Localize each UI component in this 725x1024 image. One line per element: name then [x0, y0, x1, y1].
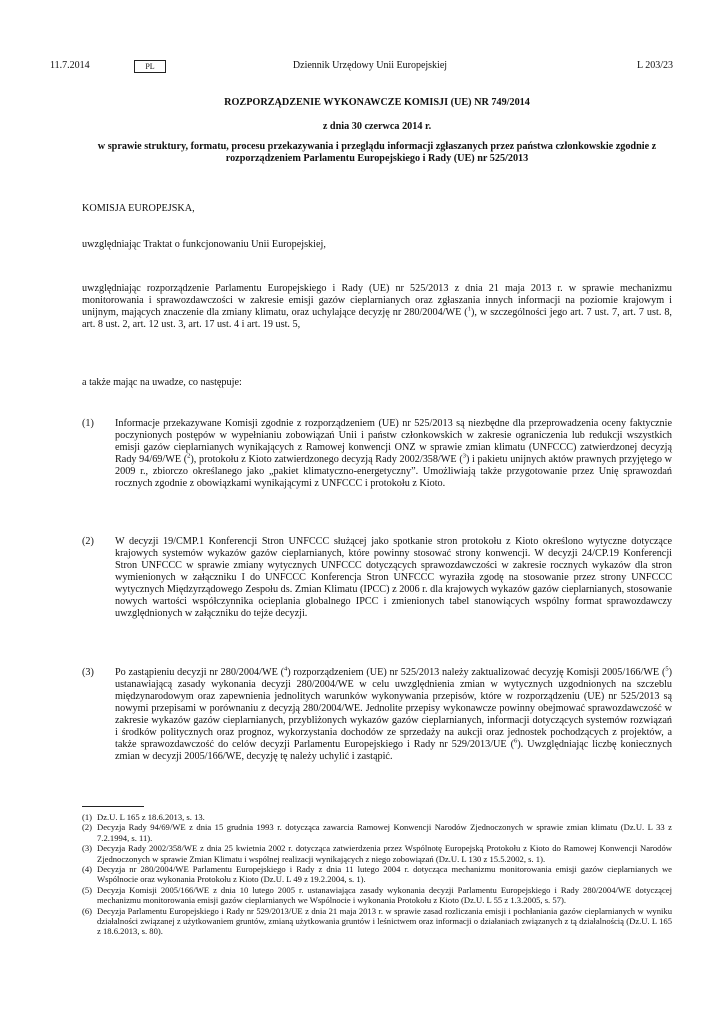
footnote-text: Decyzja Rady 2002/358/WE z dnia 25 kwietnia 2002 r. dotycząca zatwierdzenia przez Wspólnotę Europejską Protokołu z Kioto do Ramowej Konwencji Narodów Zjednoczonych w sprawie Zmian Klimatu i wspólnej realizacji wynikających z niego zobowiązań (Dz.U. L 130 z 15.5.2002, s. 1). [97, 843, 672, 864]
footnote-mark: (4) [82, 864, 93, 875]
footnote-mark: (2) [82, 822, 93, 833]
footnote-ref[interactable]: 3 [462, 452, 466, 460]
footnote-item [82, 885, 672, 906]
footnote-ref[interactable]: 5 [665, 665, 669, 673]
footnote-divider [82, 806, 144, 807]
footnote-mark: (3) [82, 843, 93, 854]
footnote-mark: (6) [82, 905, 93, 916]
preamble-whereas: a także mając na uwadze, co następuje: [82, 377, 242, 388]
footnote-ref[interactable]: 1 [467, 305, 471, 313]
regulation-title: ROZPORZĄDZENIE WYKONAWCZE KOMISJI (UE) NR 749/2014 [224, 97, 530, 108]
footnote-ref[interactable]: 4 [283, 665, 288, 673]
footnote-mark: (1) [82, 812, 93, 822]
journal-title: Dziennik Urzędowy Unii Europejskiej [292, 60, 448, 71]
footnotes [82, 812, 672, 937]
recital-number: (1) [82, 418, 94, 429]
footnote-item [82, 843, 672, 864]
footnote-ref[interactable]: 2 [187, 452, 191, 460]
footnote-text: Decyzja Rady 94/69/WE z dnia 15 grudnia 1993 r. dotycząca zawarcia Ramowej Konwencji Narodów Zjednoczonych w sprawie zmian klimatu (Dz.U. L 33 z 7.2.1994, s. 11). [97, 822, 672, 843]
footnote-text: Decyzja Parlamentu Europejskiego i Rady nr 529/2013/UE z dnia 21 maja 2013 r. w sprawie zasad rozliczania emisji i pochłaniania gazów cieplarnianych w wyniku działalności związanej z użytkowaniem gruntów, zmianą użytkowania gruntów i leśnictwem oraz informacji o działaniach związanych z tą działalnością (Dz.U. L 165 z 18.6.2013, s. 80). [97, 905, 672, 937]
regulation-subject: w sprawie struktury, formatu, procesu przekazywania i przeglądu informacji zgłaszanych przez państwa członkowskie zgodnie z rozporządzeniem Parlamentu Europejskiego i Rady (UE) nr 525/2013 [97, 141, 657, 164]
footnote-ref[interactable]: 6 [514, 737, 518, 745]
footnote-text: Decyzja Komisji 2005/166/WE z dnia 10 lutego 2005 r. ustanawiająca zasady wykonania decyzji Parlamentu Europejskiego i Rady 280/2004/WE dotyczącej mechanizmu monitorowania emisji gazów cieplarnianych we Wspólnocie i wykonania Protokołu z Kioto (Dz.U. L 55 z 1.3.2005, s. 57). [97, 884, 672, 906]
recital-number: (3) [82, 667, 94, 678]
footnote-item [82, 812, 672, 822]
language-badge: PL [134, 60, 166, 73]
footnote-mark: (5) [82, 884, 93, 895]
recital-number: (2) [82, 536, 94, 547]
footnote-text: Dz.U. L 165 z 18.6.2013, s. 13. [97, 812, 205, 822]
footnote-text: Decyzja nr 280/2004/WE Parlamentu Europejskiego i Rady z dnia 11 lutego 2004 r. dotycząca mechanizmu monitorowania emisji gazów cieplarnianych we Wspólnocie oraz wykonania Protokołu z Kioto (Dz.U. L 49 z 19.2.2004, s. 1). [97, 864, 672, 885]
preamble-institution: KOMISJA EUROPEJSKA, [82, 203, 195, 214]
page-reference: L 203/23 [636, 60, 673, 71]
footnote-item [82, 822, 672, 843]
footnote-item [82, 906, 672, 937]
preamble-citation-regulation: uwzględniając rozporządzenie Parlamentu Europejskiego i Rady (UE) nr 525/2013 z dnia 21 maja 2013 r. w sprawie mechanizmu monitorowania i sprawozdawczości w zakresie emisji gazów cieplarnianych oraz zgłaszania innych informacji na poziomie krajowym i unijnym, mających znaczenie dla zmiany klimatu, oraz uchylające decyzję nr 280/2004/WE ($^1$), w szczególności jego art. 7 ust. 7, art. 7 ust. 8, art. 8 ust. 2, art. 12 ust. 3, art. 17 ust. 4 i art. 19 ust. 5, [82, 283, 672, 330]
footnote-item [82, 864, 672, 885]
header-date: 11.7.2014 [50, 60, 90, 71]
recital-text: Po zastąpieniu decyzji nr 280/2004/WE ($^4$) rozporządzeniem (UE) nr 525/2013 należy zaktualizować decyzję Komisji 2005/166/WE ($^5$) ustanawiającą zasady wykonania decyzji 280/2004/WE w celu uwzględnienia zmian w wytycznych uzgodnionych na szczeblu międzynarodowym oraz zapewnienia jednolitych warunków wykonywania przepisów, które w rozporządzeniu (UE) nr 525/2013 są nowymi przepisami w porównaniu z decyzją 280/2004/WE. Jednolite przepisy wykonawcze powinny obejmować sprawozdawczość w zakresie wykazów gazów cieplarnianych, przybliżonych wykazów gazów cieplarnianych, informacji dotyczących systemów rozwiązań i środków politycznych oraz prognoz, wykorzystania dochodów ze sprzedaży na aukcji oraz jednostek pochodzących z projektów, a także sprawozdawczość do celów decyzji Parlamentu Europejskiego i Rady nr 529/2013/UE ($^6$). Uwzględniając liczbę koniecznych zmian w decyzji 2005/166/WE, decyzję tę należy uchylić i zastąpić. [115, 665, 672, 762]
preamble-citation-treaty: uwzględniając Traktat o funkcjonowaniu Unii Europejskiej, [82, 239, 326, 250]
recital-text: W decyzji 19/CMP.1 Konferencji Stron UNFCCC służącej jako spotkanie stron protokołu z Kioto określono wytyczne dotyczące krajowych systemów wykazów gazów cieplarnianych, które powinny stosować strony konwencji. W decyzji 24/CP.19 Konferencji Stron UNFCCC w sprawie zmiany wytycznych UNFCCC dotyczących sprawozdawczości w zakresie rocznych wykazów dla stron wymienionych w załączniku I do UNFCCC Konferencja Stron UNFCCC wyraziła zgodę na stosowanie przez strony UNFCCC wytycznych Międzyrządowego Zespołu ds. Zmian Klimatu (IPCC) z 2006 r. dla krajowych wykazów gazów cieplarnianych, stosowanie nowych wartości współczynnika ocieplania globalnego IPCC i zmienionych tabel stanowiących wspólny format sprawozdawczy uwzględnionych w załączniku do tejże decyzji. [115, 536, 672, 619]
recital-text: Informacje przekazywane Komisji zgodnie z rozporządzeniem (UE) nr 525/2013 są niezbędne dla przeprowadzenia oceny faktycznie poczynionych postępów w wypełnianiu zobowiązań Unii i państw członkowskich w zakresie ograniczenia lub redukcji wszystkich emisji gazów cieplarnianych wynikających z Ramowej konwencji ONZ w sprawie zmian klimatu (UNFCCC) zatwierdzonej decyzją Rady 94/69/WE ($^2$), protokołu z Kioto zatwierdzonego decyzją Rady 2002/358/WE ($^3$) i pakietu unijnych aktów prawnych przyjętego w 2009 r., zbiorczo określanego jako „pakiet klimatyczno-energetyczny”. Umożliwiają także przygotowanie przez Unię sprawozdań rocznych zgodnie z obowiązkami wynikającymi z UNFCCC i protokołu z Kioto. [115, 418, 672, 489]
regulation-date: z dnia 30 czerwca 2014 r. [322, 121, 432, 132]
